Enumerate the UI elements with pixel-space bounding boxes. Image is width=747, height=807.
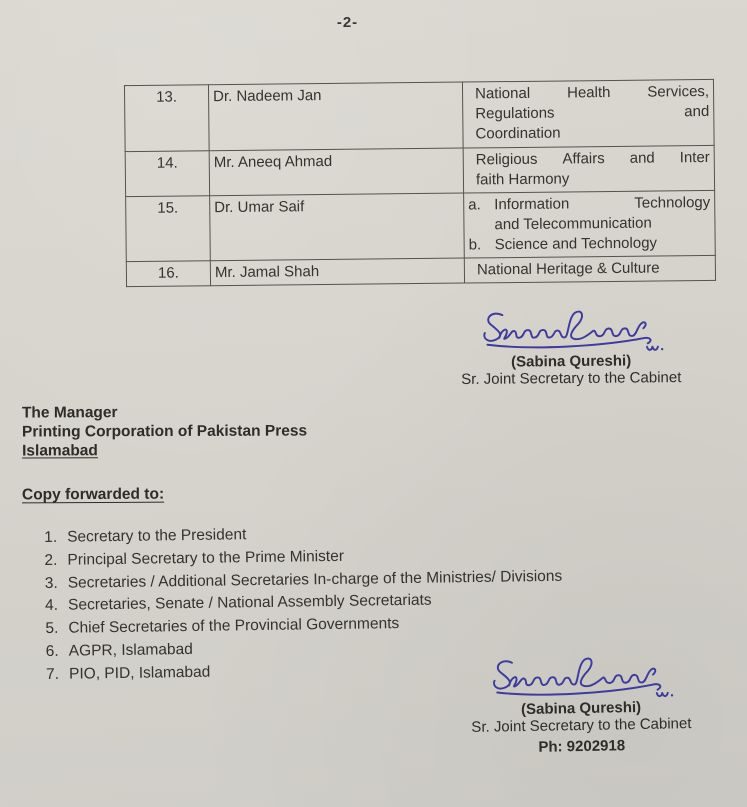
portfolio-cell — [463, 145, 714, 193]
portfolio-word: Religious — [475, 150, 538, 169]
copy-item-text: Secretaries, Senate / National Assembly Secretariats — [67, 591, 432, 615]
minister-name-cell: Mr. Jamal Shah — [210, 258, 464, 286]
copy-item-number: 4. — [44, 597, 59, 615]
page-number: -2- — [336, 14, 359, 31]
copy-item-text: Secretary to the President — [67, 526, 247, 546]
portfolio-item-marker: b. — [468, 236, 482, 254]
copy-forwarded-heading: Copy forwarded to: — [21, 485, 165, 504]
portfolio-cell — [464, 255, 715, 283]
portfolio-line: and Telecommunication — [494, 214, 652, 234]
row-number-cell: 15. — [126, 196, 211, 262]
portfolio-line: Coordination — [475, 124, 561, 143]
signatory-name: (Sabina Qureshi) — [511, 352, 632, 371]
table-row — [125, 145, 714, 196]
handwritten-signature-icon — [465, 300, 677, 356]
copy-item-text: Chief Secretaries of the Provincial Governments — [68, 615, 400, 637]
portfolio-word: National — [474, 84, 531, 103]
copy-item-text: AGPR, Islamabad — [68, 640, 193, 660]
portfolio-word: Regulations — [475, 104, 555, 123]
portfolio-line: faith Harmony — [475, 170, 570, 189]
copy-item-text: Principal Secretary to the Prime Minister — [67, 547, 345, 569]
portfolio-item — [476, 148, 710, 190]
signatory-name: (Sabina Qureshi) — [520, 698, 642, 719]
minister-name-cell: Mr. Aneeq Ahmad — [209, 148, 463, 196]
portfolio-word: and — [629, 149, 655, 167]
signatory-title: Sr. Joint Secretary to the Cabinet — [461, 369, 682, 388]
portfolio-line — [476, 148, 710, 170]
portfolio-word: Inter — [679, 148, 710, 167]
signature-block-bottom — [449, 646, 713, 760]
minister-name-cell: Dr. Nadeem Jan — [208, 82, 463, 151]
portfolio-cell — [464, 190, 716, 258]
row-number-cell: 14. — [125, 151, 209, 197]
portfolio-word: and — [684, 102, 710, 121]
portfolio-line — [475, 82, 709, 104]
portfolio-lines — [475, 82, 710, 144]
portfolio-line: Science and Technology — [494, 234, 658, 254]
portfolio-word: Affairs — [562, 150, 605, 168]
copy-item-text: PIO, PID, Islamabad — [68, 663, 211, 683]
row-number-cell: 13. — [124, 85, 209, 152]
copy-item-number: 1. — [44, 528, 58, 546]
portfolio-word: Information — [494, 195, 570, 214]
minister-name-cell: Dr. Umar Saif — [210, 193, 465, 261]
portfolio-lines — [495, 233, 711, 255]
portfolio-item — [477, 258, 711, 280]
portfolio-item — [469, 233, 711, 256]
signature-block-top — [440, 300, 703, 389]
portfolio-line — [494, 193, 710, 215]
addressee-line: The Manager — [21, 404, 118, 422]
addressee-block — [22, 403, 307, 461]
portfolio-item-marker: a. — [468, 196, 481, 214]
portfolio-cell — [462, 79, 714, 148]
handwritten-signature-icon — [474, 646, 687, 704]
portfolio-word: Health — [566, 84, 611, 102]
addressee-city: Islamabad — [22, 442, 98, 460]
portfolio-item — [475, 82, 710, 144]
portfolio-line: National Heritage & Culture — [476, 259, 660, 279]
copy-item-number: 5. — [45, 619, 59, 638]
row-number-cell: 16. — [126, 261, 210, 287]
copy-item-number: 7. — [45, 665, 60, 683]
portfolio-lines — [476, 148, 710, 190]
table-row — [126, 190, 716, 261]
signatory-phone: Ph: 9202918 — [538, 737, 626, 756]
portfolio-word: Services, — [647, 82, 710, 101]
ministers-table — [124, 79, 716, 287]
portfolio-lines — [477, 258, 711, 280]
portfolio-word: Technology — [634, 193, 711, 212]
copy-item-number: 3. — [44, 574, 58, 592]
copy-item-text: Secretaries / Additional Secretaries In-charge of the Ministries/ Divisions — [67, 567, 563, 592]
copy-item-number: 2. — [44, 551, 58, 569]
copy-item-number: 6. — [45, 642, 59, 660]
portfolio-lines — [494, 193, 710, 235]
portfolio-line — [475, 102, 709, 124]
table-row — [126, 255, 715, 286]
portfolio-item — [468, 193, 710, 236]
signatory-title: Sr. Joint Secretary to the Cabinet — [471, 715, 692, 736]
table-row — [124, 79, 714, 151]
ministers-table-body — [124, 79, 715, 286]
addressee-line: Printing Corporation of Pakistan Press — [21, 422, 308, 441]
